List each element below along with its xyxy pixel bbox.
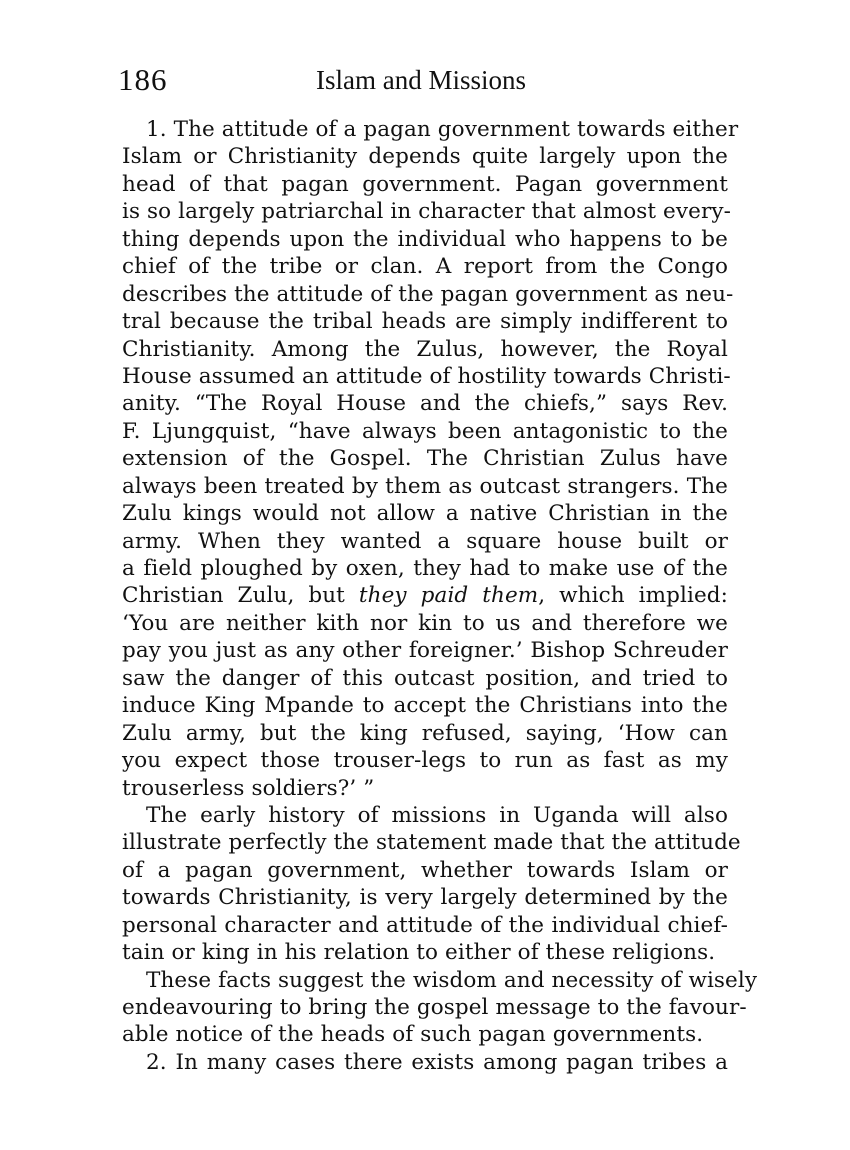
text-line: chief of the tribe or clan. A report from the Congo — [122, 254, 728, 280]
text-line: head of that pagan government. Pagan government — [122, 171, 728, 197]
text-line: illustrate perfectly the statement made that the attitude — [122, 830, 741, 856]
text-line: is so largely patriarchal in character that almost every- — [122, 199, 731, 225]
text-line: These facts suggest the wisdom and necessity of wisely — [146, 967, 758, 993]
text-line: always been treated by them as outcast strangers. The — [122, 473, 728, 499]
text-line: tain or king in his relation to either of these religions. — [122, 940, 716, 966]
text-line: a field ploughed by oxen, they had to make use of the — [122, 556, 728, 581]
page-number: 186 — [118, 62, 168, 97]
text-line: you expect those trouser-legs to run as fast as my — [122, 748, 728, 774]
text-line: Islam or Christianity depends quite largely upon the — [122, 144, 728, 170]
text-line: trouserless soldiers?’ ” — [122, 775, 375, 801]
text-line: induce King Mpande to accept the Christians into the — [122, 693, 728, 719]
text-line: 1. The attitude of a pagan government towards either — [146, 117, 739, 142]
text-line: Zulu army, but the king refused, saying, ‘How can — [122, 720, 728, 746]
text-line: towards Christianity, is very largely determined by the — [122, 885, 728, 911]
text-line: describes the attitude of the pagan government as neu- — [122, 281, 734, 307]
text-line: F. Ljungquist, “have always been antagonistic to the — [122, 418, 728, 444]
body-text — [122, 116, 758, 1076]
text-line: tral because the tribal heads are simply indifferent to — [122, 309, 728, 335]
text-line-with-emphasis — [122, 582, 728, 609]
text-line: House assumed an attitude of hostility towards Christi- — [122, 363, 731, 389]
text-line: endeavouring to bring the gospel message to the favour- — [122, 995, 747, 1020]
text-line: Christianity. Among the Zulus, however, the Royal — [122, 336, 728, 362]
text-line: saw the danger of this outcast position, and tried to — [122, 665, 728, 691]
text-line: extension of the Gospel. The Christian Zulus have — [122, 446, 728, 472]
emphasized-text: they paid them — [358, 583, 539, 609]
text-line: ‘You are neither kith nor kin to us and therefore we — [122, 610, 728, 636]
text-line: of a pagan government, whether towards Islam or — [122, 857, 728, 883]
text-run: Christian Zulu, but — [122, 583, 359, 609]
text-line: 2. In many cases there exists among pagan tribes a — [146, 1049, 728, 1075]
running-title: Islam and Missions — [316, 65, 527, 95]
text-run: , which implied: — [538, 583, 728, 609]
text-line: personal character and attitude of the individual chief- — [122, 912, 728, 938]
page-header — [118, 60, 730, 100]
text-line: The early history of missions in Uganda will also — [146, 802, 728, 828]
text-line: Zulu kings would not allow a native Christian in the — [122, 501, 728, 527]
text-line: pay you just as any other foreigner.’ Bishop Schreuder — [122, 638, 728, 664]
text-line: thing depends upon the individual who happens to be — [122, 226, 728, 252]
text-line: anity. “The Royal House and the chiefs,” says Rev. — [122, 391, 728, 417]
text-line: able notice of the heads of such pagan governments. — [122, 1022, 704, 1048]
text-line: army. When they wanted a square house built or — [122, 528, 728, 554]
